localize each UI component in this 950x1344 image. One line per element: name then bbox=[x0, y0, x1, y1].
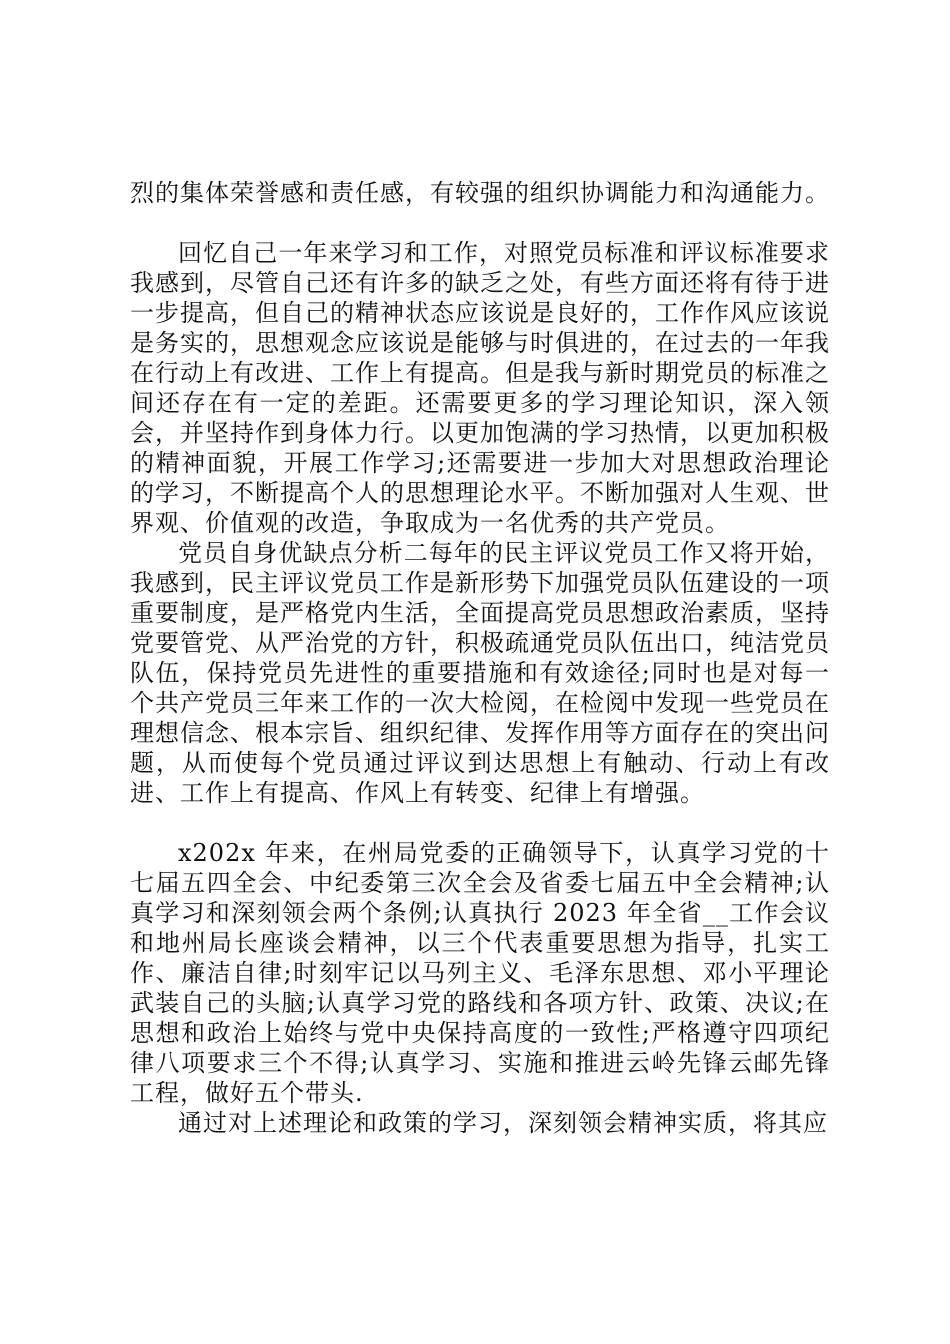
paragraph-2: 回忆自己一年来学习和工作，对照党员标准和评议标准要求我感到，尽管自己还有许多的缺乏之处，有些方面还将有待于进一步提高，但自己的精神状态应该说是良好的，工作作风应该说是务实的，思想观念应该说是能够与时俱进的，在过去的一年我在行动上有改进、工作上有提高。但是我与新时期党员的标准之间还存在有一定的差距。还需要更多的学习理论知识，深入领会，并坚持作到身体力行。以更加饱满的学习热情，以更加积极的精神面貌，开展工作学习;还需要进一步加大对思想政治理论的学习，不断提高个人的思想理论水平。不断加强对人生观、世界观、价值观的改造，争取成为一名优秀的共产党员。 bbox=[130, 239, 830, 537]
paragraph-4: x202x 年来，在州局党委的正确领导下，认真学习党的十七届五四全会、中纪委第三次全会及省委七届五中全会精神;认真学习和深刻领会两个条例;认真执行 2023 年全省__工作会议和地州局长座谈会精神，以三个代表重要思想为指导，扎实工作、廉洁自律;时刻牢记以马列主义、毛泽东思想、邓小平理论武装自己的头脑;认真学习党的路线和各项方针、政策、决议;在思想和政治上始终与党中央保持高度的一致性;严格遵守四项纪律八项要求三个不得;认真学习、实施和推进云岭先锋云邮先锋工程，做好五个带头. bbox=[130, 839, 830, 1107]
document-body bbox=[130, 178, 830, 1138]
paragraph-3: 党员自身优缺点分析二每年的民主评议党员工作又将开始，我感到，民主评议党员工作是新形势下加强党员队伍建设的一项重要制度，是严格党内生活，全面提高党员思想政治素质，坚持党要管党、从严治党的方针，积极疏通党员队伍出口，纯洁党员队伍，保持党员先进性的重要措施和有效途径;同时也是对每一个共产党员三年来工作的一次大检阅，在检阅中发现一些党员在理想信念、根本宗旨、组织纪律、发挥作用等方面存在的突出问题，从而使每个党员通过评议到达思想上有触动、行动上有改进、工作上有提高、作风上有转变、纪律上有增强。 bbox=[130, 539, 830, 807]
paragraph-5: 通过对上述理论和政策的学习，深刻领会精神实质，将其应 bbox=[178, 1109, 828, 1137]
paragraph-1: 烈的集体荣誉感和责任感，有较强的组织协调能力和沟通能力。 bbox=[130, 179, 830, 207]
